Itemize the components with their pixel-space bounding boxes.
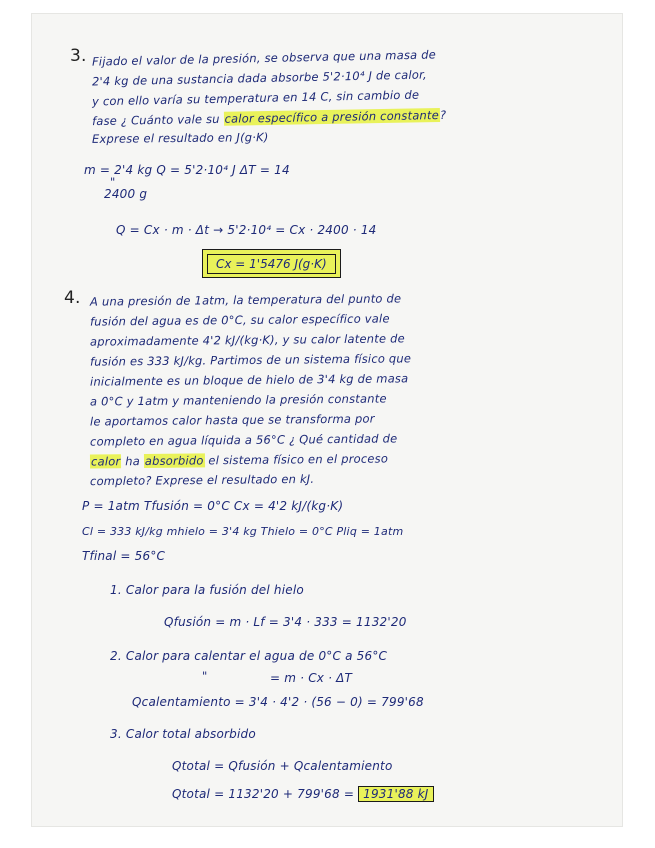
problem-3-text-line: Exprese el resultado en J(g·K) [91,130,269,146]
problem-4-text: ha [121,453,144,469]
problem-3-answer: Cx = 1'5476 J(g·K) [207,254,336,274]
problem-4-text-line: inicialmente es un bloque de hielo de 3'4 kg de masa [89,371,409,389]
question-mark: ? [439,107,447,123]
ditto-mark: " [202,669,208,683]
step-1-equation: Qfusión = m · Lf = 3'4 · 333 = 1132'20 [164,615,407,629]
problem-4-text-line: A una presión de 1atm, la temperatura del punto de [89,291,402,309]
problem-4-data-row: Tfinal = 56°C [82,549,166,563]
problem-4-text-line: completo en agua líquida a 56°C ¿ Qué cantidad de [89,431,398,449]
highlighted-phrase: calor específico a presión constante [224,108,440,126]
problem-3-data: m = 2'4 kg Q = 5'2·10⁴ J ΔT = 14 [84,163,290,177]
problem-4-data-row: P = 1atm Tfusión = 0°C Cx = 4'2 kJ/(kg·K) [82,499,344,513]
problem-4-number: 4. [64,288,81,308]
step-3-equation [172,786,434,802]
ditto-mark: " [110,175,116,189]
highlighted-word: calor [90,454,121,469]
step-2-equation: Qcalentamiento = 3'4 · 4'2 · (56 − 0) = 799'68 [132,695,424,709]
problem-4-text-line: aproximadamente 4'2 kJ/(kg·K), y su calor latente de [89,331,405,349]
problem-4-text-line: a 0°C y 1atm y manteniendo la presión constante [89,391,387,409]
notebook-page [32,14,622,826]
problem-4-text: el sistema físico en el proceso [204,451,389,468]
problem-4-text-line [90,450,388,469]
problem-4-data-row: Cl = 333 kJ/kg mhielo = 3'4 kg Thielo = 0°C Pliq = 1atm [82,525,404,538]
step-2-title: 2. Calor para calentar el agua de 0°C a 56°C [110,649,388,663]
problem-4-text-line: fusión del agua es de 0°C, su calor específico vale [89,311,390,329]
problem-3-text-line: 2'4 kg de una sustancia dada absorbe 5'2·10⁴ J de calor, [91,67,427,89]
problem-4-text-line: fusión es 333 kJ/kg. Partimos de un sistema físico que [89,351,412,369]
mass-in-grams: 2400 g [104,187,148,201]
problem-3-text-line: y con ello varía su temperatura en 14 C, sin cambio de [91,87,420,109]
problem-3-number: 3. [70,46,87,66]
step-3-title: 3. Calor total absorbido [110,727,256,741]
problem-3-text-line [92,107,447,129]
problem-4-text-line: le aportamos calor hasta que se transforma por [89,411,375,429]
step-3-formula: Qtotal = Qfusión + Qcalentamiento [172,759,393,773]
step-1-title: 1. Calor para la fusión del hielo [110,583,304,597]
problem-4-text-line: completo? Exprese el resultado en kJ. [89,471,315,489]
problem-3-text-line: Fijado el valor de la presión, se observa que una masa de [91,47,437,69]
step-3-sum: Qtotal = 1132'20 + 799'68 = [172,787,359,801]
problem-3-answer-box [202,249,341,278]
problem-3-formula: Q = Cx · m · Δt → 5'2·10⁴ = Cx · 2400 · 14 [116,223,377,237]
step-2-formula: = m · Cx · ΔT [270,671,353,685]
highlighted-word: absorbido [144,453,204,468]
problem-3-text: fase ¿ Cuánto vale su [91,111,224,129]
problem-4-answer-box: 1931'88 kJ [358,786,433,802]
